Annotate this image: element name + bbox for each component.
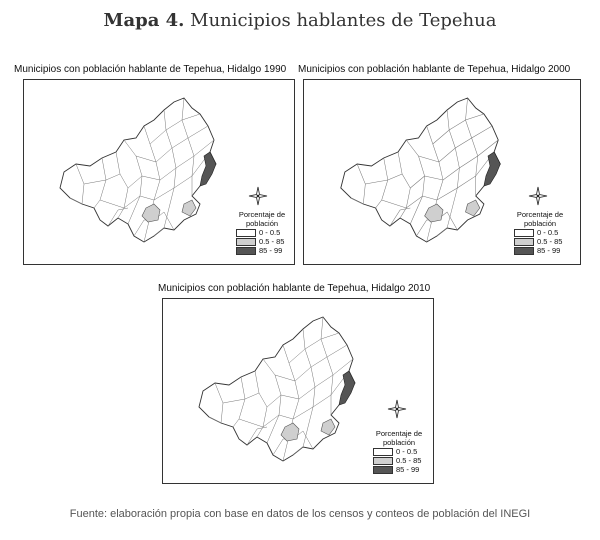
legend-item: 85 - 99 bbox=[514, 246, 570, 255]
map-title-2010: Municipios con población hablante de Tepehua, Hidalgo 2010 bbox=[158, 283, 431, 294]
legend-title: Porcentaje de población bbox=[375, 429, 423, 447]
legend bbox=[510, 210, 570, 255]
legend-item: 85 - 99 bbox=[236, 246, 292, 255]
map-title-2000: Municipios con población hablante de Tepehua, Hidalgo 2000 bbox=[298, 64, 571, 75]
legend-item: 85 - 99 bbox=[373, 465, 429, 474]
legend-item: 0 - 0.5 bbox=[373, 447, 429, 456]
compass-icon bbox=[387, 399, 407, 419]
compass-icon bbox=[248, 186, 268, 206]
source-note: Fuente: elaboración propia con base en datos de los censos y conteos de población del INEGI bbox=[69, 508, 531, 520]
legend bbox=[369, 429, 429, 474]
map-1990 bbox=[23, 79, 295, 265]
legend-item: 0.5 - 85 bbox=[373, 456, 429, 465]
legend bbox=[232, 210, 292, 255]
state-map bbox=[60, 98, 216, 242]
legend-title: Porcentaje de población bbox=[516, 210, 564, 228]
state-map bbox=[199, 317, 355, 461]
figure-label: Mapa 4. bbox=[103, 10, 185, 31]
figure-title: Municipios hablantes de Tepehua bbox=[190, 10, 497, 31]
legend-item: 0.5 - 85 bbox=[236, 237, 292, 246]
legend-item: 0 - 0.5 bbox=[236, 228, 292, 237]
legend-title: Porcentaje de población bbox=[238, 210, 286, 228]
page-title bbox=[0, 10, 600, 31]
map-title-1990: Municipios con población hablante de Tepehua, Hidalgo 1990 bbox=[14, 64, 287, 75]
map-2010 bbox=[162, 298, 434, 484]
compass-icon bbox=[528, 186, 548, 206]
state-map bbox=[341, 98, 500, 242]
map-2000 bbox=[303, 79, 581, 265]
legend-item: 0 - 0.5 bbox=[514, 228, 570, 237]
legend-item: 0.5 - 85 bbox=[514, 237, 570, 246]
